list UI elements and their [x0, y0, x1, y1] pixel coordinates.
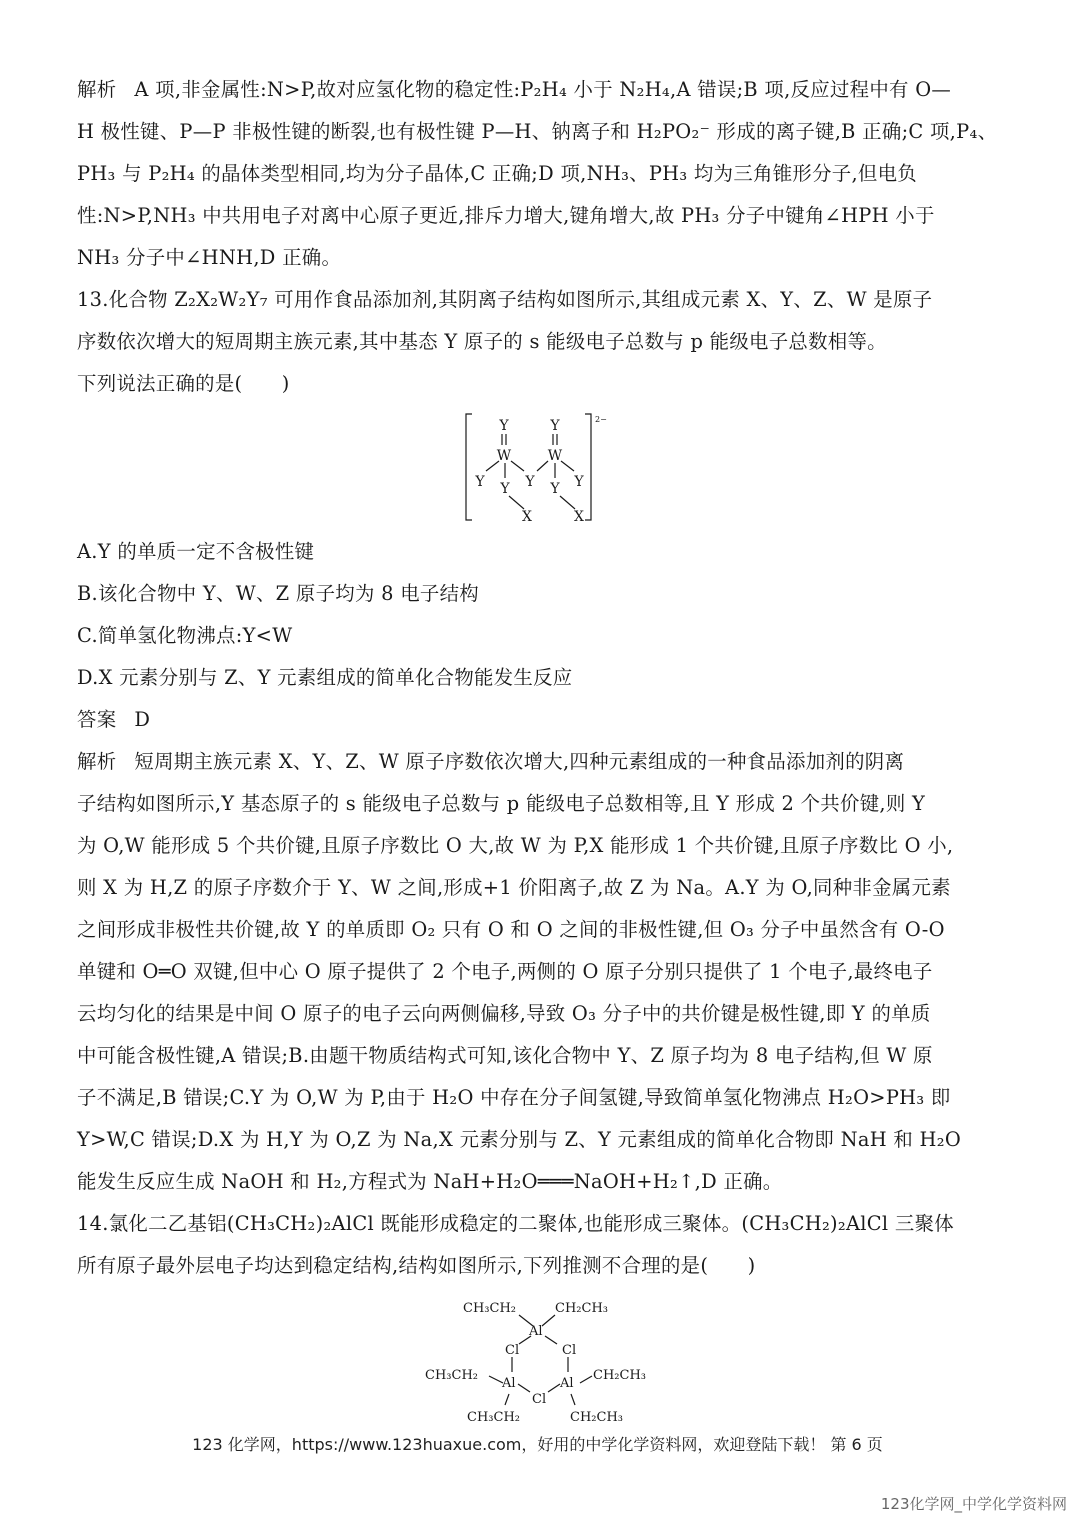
left-bracket: [466, 414, 472, 520]
line-text: 性:N>P,NH₃ 中共用电子对离中心原子更近,排斥力增大,键角增大,故 PH₃ 分子中键角∠HPH 小于: [77, 204, 935, 227]
text-line: [77, 834, 953, 858]
line-text: 中可能含极性键,A 错误;B.由题干物质结构式可知,该化合物中 Y、Z 原子均为 8 电子结构,但 W 原: [77, 1044, 933, 1067]
text-line: [77, 1254, 755, 1278]
line-text: C.简单氢化物沸点:Y<W: [77, 624, 293, 647]
line-text: B.该化合物中 Y、W、Z 原子均为 8 电子结构: [77, 582, 479, 605]
text-line: [77, 582, 479, 606]
text-line: [77, 1212, 954, 1236]
text-line: [77, 1002, 931, 1026]
text-line: [77, 372, 290, 396]
text-line: [77, 666, 573, 690]
aluminum-atom: Al: [529, 1324, 543, 1339]
text-line: [77, 162, 917, 186]
ethyl-group: CH₃CH₂: [463, 1301, 516, 1316]
line-text: Y>W,C 错误;D.X 为 H,Y 为 O,Z 为 Na,X 元素分别与 Z、Y 元素组成的简单化合物即 NaH 和 H₂O: [77, 1128, 962, 1151]
right-bracket: [585, 414, 591, 520]
trimer-structure-figure: [415, 1290, 665, 1430]
line-text: 14.氯化二乙基铝(CH₃CH₂)₂AlCl 既能形成稳定的二聚体,也能形成三聚体。(CH₃CH₂)₂AlCl 三聚体: [77, 1212, 954, 1235]
atom-y: Y: [499, 418, 509, 434]
text-line: [77, 624, 292, 648]
atom-y: Y: [475, 474, 485, 490]
line-text: H 极性键、P—P 非极性键的断裂,也有极性键 P—H、钠离子和 H₂PO₂⁻ 形成的离子键,B 正确;C 项,P₄、: [77, 120, 998, 143]
chlorine-atom: Cl: [505, 1343, 520, 1358]
site-watermark: 123化学网_中学化学资料网: [880, 1495, 1067, 1513]
ethyl-group: CH₃CH₂: [467, 1410, 520, 1425]
line-text: A.Y 的单质一定不含极性键: [77, 540, 315, 563]
line-text: A 项,非金属性:N>P,故对应氢化物的稳定性:P₂H₄ 小于 N₂H₄,A 错误;B 项,反应过程中有 O—: [134, 78, 952, 101]
text-line: [77, 750, 904, 774]
anion-structure-figure: [455, 408, 625, 530]
line-text: 子不满足,B 错误;C.Y 为 O,W 为 P,由于 H₂O 中存在分子间氢键,导致简单氢化物沸点 H₂O>PH₃ 即: [77, 1086, 951, 1109]
chlorine-atom: Cl: [562, 1343, 577, 1358]
ethyl-group: CH₃CH₂: [425, 1368, 478, 1383]
line-text: NH₃ 分子中∠HNH,D 正确。: [77, 246, 342, 269]
section-label: 解析: [77, 750, 117, 773]
atom-y: Y: [550, 418, 560, 434]
line-text: 云均匀化的结果是中间 O 原子的电子云向两侧偏移,导致 O₃ 分子中的共价键是极性键,即 Y 的单质: [77, 1002, 931, 1025]
text-line: [77, 540, 314, 564]
line-text: 13.化合物 Z₂X₂W₂Y₇ 可用作食品添加剂,其阴离子结构如图所示,其组成元素 X、Y、Z、W 是原子: [77, 288, 933, 311]
line-text: 所有原子最外层电子均达到稳定结构,结构如图所示,下列推测不合理的是( ): [77, 1254, 756, 1277]
text-line: [77, 78, 951, 102]
text-line: [77, 288, 932, 312]
text-line: [77, 330, 887, 354]
line-text: 之间形成非极性共价键,故 Y 的单质即 O₂ 只有 O 和 O 之间的非极性键,但 O₃ 分子中虽然含有 O-O: [77, 918, 945, 941]
text-line: [77, 960, 933, 984]
line-text: 为 O,W 能形成 5 个共价键,且原子序数比 O 大,故 W 为 P,X 能形成 1 个共价键,且原子序数比 O 小,: [77, 834, 954, 857]
atom-y: Y: [574, 474, 584, 490]
text-line: [77, 1170, 782, 1194]
atom-y: Y: [550, 481, 560, 497]
text-line: [77, 876, 951, 900]
line-text: 短周期主族元素 X、Y、Z、W 原子序数依次增大,四种元素组成的一种食品添加剂的阴离: [134, 750, 905, 773]
text-line: [77, 246, 341, 270]
charge-label: 2−: [595, 415, 607, 424]
text-line: [77, 792, 925, 816]
text-line: [77, 204, 935, 228]
text-line: [77, 1086, 951, 1110]
aluminum-atom: Al: [502, 1376, 516, 1391]
section-label: 解析: [77, 78, 117, 101]
text-line: [77, 1044, 933, 1068]
section-label: 答案: [77, 708, 117, 731]
atom-x: X: [522, 509, 532, 525]
line-text: D: [134, 708, 151, 731]
text-line: [77, 120, 997, 144]
line-text: D.X 元素分别与 Z、Y 元素组成的简单化合物能发生反应: [77, 666, 573, 689]
chlorine-atom: Cl: [532, 1392, 547, 1407]
line-text: 能发生反应生成 NaOH 和 H₂,方程式为 NaH+H₂O═══NaOH+H₂↑,D 正确。: [77, 1170, 783, 1193]
ethyl-group: CH₂CH₃: [555, 1301, 608, 1316]
line-text: 序数依次增大的短周期主族元素,其中基态 Y 原子的 s 能级电子总数与 p 能级电子总数相等。: [77, 330, 887, 353]
atom-w: W: [496, 448, 512, 464]
atom-w: W: [547, 448, 563, 464]
aluminum-atom: Al: [560, 1376, 574, 1391]
page-footer: 123 化学网，https://www.123huaxue.com，好用的中学化学资料网，欢迎登陆下载！ 第 6 页: [192, 1435, 883, 1454]
line-text: 下列说法正确的是( ): [77, 372, 290, 395]
atom-y: Y: [500, 481, 510, 497]
line-text: 单键和 O═O 双键,但中心 O 原子提供了 2 个电子,两侧的 O 原子分别只提供了 1 个电子,最终电子: [77, 960, 933, 983]
text-line: [77, 708, 150, 732]
atom-y: Y: [525, 474, 535, 490]
ethyl-group: CH₂CH₃: [593, 1368, 646, 1383]
text-line: [77, 1128, 961, 1152]
ethyl-group: CH₂CH₃: [570, 1410, 623, 1425]
atom-x: X: [574, 509, 584, 525]
text-line: [77, 918, 945, 942]
line-text: 子结构如图所示,Y 基态原子的 s 能级电子总数与 p 能级电子总数相等,且 Y 形成 2 个共价键,则 Y: [77, 792, 926, 815]
line-text: 则 X 为 H,Z 的原子序数介于 Y、W 之间,形成+1 价阳离子,故 Z 为 Na。A.Y 为 O,同种非金属元素: [77, 876, 951, 899]
line-text: PH₃ 与 P₂H₄ 的晶体类型相同,均为分子晶体,C 正确;D 项,NH₃、PH₃ 均为三角锥形分子,但电负: [77, 162, 917, 185]
